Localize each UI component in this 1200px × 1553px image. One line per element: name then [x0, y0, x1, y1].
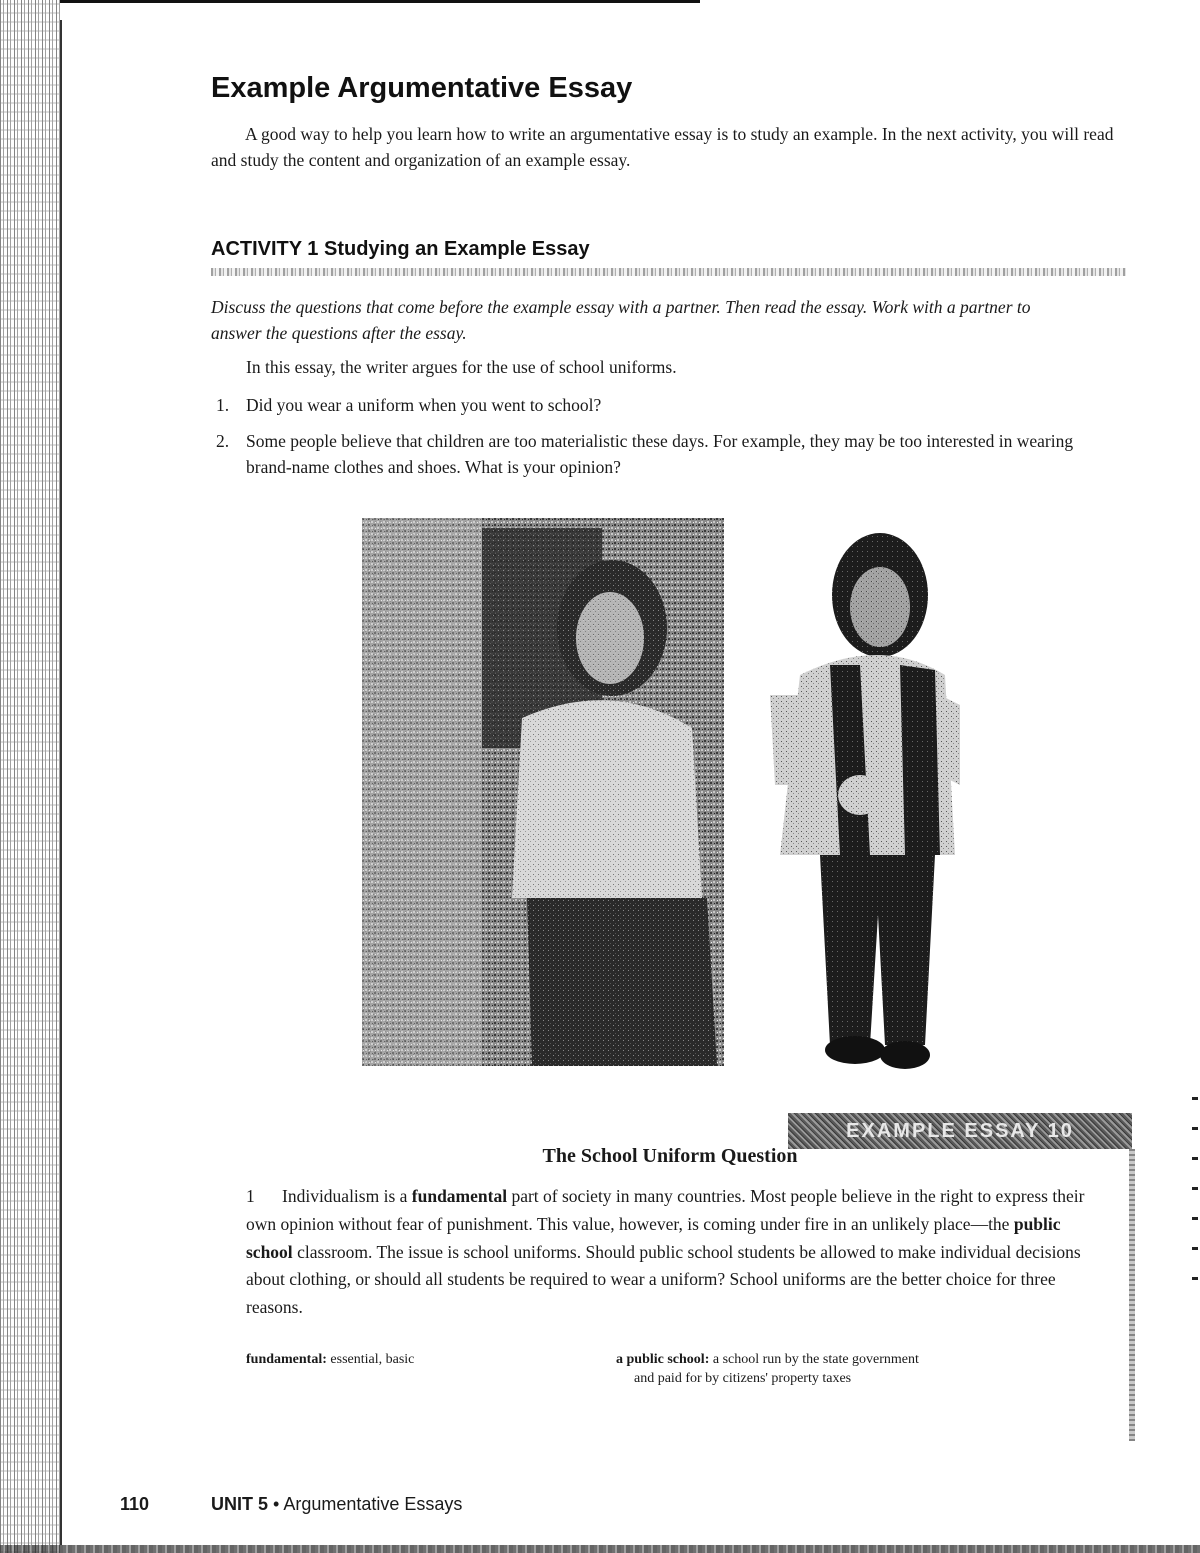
- scan-binding-line: [60, 20, 62, 1545]
- question-text: Some people believe that children are too materialistic these days. For example, they may be too interested in wearing brand-name clothes and shoes. What is your opinion?: [246, 431, 1074, 477]
- paragraph-number: 1: [246, 1186, 255, 1206]
- paragraph-text: Individualism is a: [282, 1186, 412, 1206]
- scan-right-edge: [1192, 1080, 1198, 1280]
- intro-paragraph: A good way to help you learn how to write an argumentative essay is to study an example. In the next activity, you will read and study the content and organization of an example essay.: [211, 124, 1114, 170]
- paragraph-text: classroom. The issue is school uniforms. Should public school students be allowed to make individual decisions about clothing, or should all students be required to wear a uniform? School uniforms are the better choice for three reasons.: [246, 1241, 1081, 1318]
- essay-focus-statement: In this essay, the writer argues for the use of school uniforms.: [246, 357, 677, 377]
- scan-margin-left: [0, 0, 60, 1553]
- question-number: 2.: [216, 431, 230, 451]
- glossary-entry: [616, 1350, 1016, 1388]
- example-essay-label: EXAMPLE ESSAY 10: [788, 1113, 1132, 1149]
- glossary-term: a public school:: [616, 1352, 710, 1367]
- unit-title: Argumentative Essays: [283, 1494, 463, 1514]
- essay-title: The School Uniform Question: [542, 1145, 798, 1167]
- question-item: [216, 428, 1096, 480]
- paragraph-text: part of society in many countries. Most people believe in the right to express their own opinion without fear of punishment. This value, however, is coming under fire in an unlikely place—the: [246, 1186, 1085, 1234]
- page-title: Example Argumentative Essay: [211, 72, 633, 104]
- essay-paragraph: [246, 1183, 1096, 1322]
- question-number: 1.: [216, 395, 230, 415]
- footer-bullet: •: [273, 1494, 280, 1514]
- glossed-term: public school: [246, 1213, 1061, 1262]
- photo-girl-in-uniform: [362, 518, 724, 1066]
- glossary-term: fundamental:: [246, 1352, 327, 1367]
- activity-heading: ACTIVITY 1 Studying an Example Essay: [211, 238, 590, 260]
- page-number: 110: [120, 1494, 150, 1514]
- glossary-definition: a school run by the state government: [709, 1352, 919, 1367]
- question-item: [216, 392, 1096, 418]
- running-footer: [211, 1494, 462, 1515]
- scan-bottom-edge: [0, 1545, 1200, 1553]
- activity-divider: [211, 268, 1126, 276]
- essay-box-border: [1129, 1149, 1135, 1441]
- question-text: Did you wear a uniform when you went to school?: [246, 395, 602, 415]
- unit-label: UNIT 5: [211, 1494, 269, 1514]
- glossary-definition: and paid for by citizens' property taxes: [634, 1371, 852, 1386]
- photo-boy-in-uniform: [760, 525, 965, 1070]
- scan-top-edge: [60, 0, 700, 3]
- glossary-entry: [246, 1350, 414, 1369]
- activity-instructions: Discuss the questions that come before the example essay with a partner. Then read the essay. Work with a partner to answer the questions after the essay.: [211, 297, 1031, 343]
- glossed-term: fundamental: [411, 1186, 508, 1206]
- glossary-definition: essential, basic: [326, 1352, 415, 1367]
